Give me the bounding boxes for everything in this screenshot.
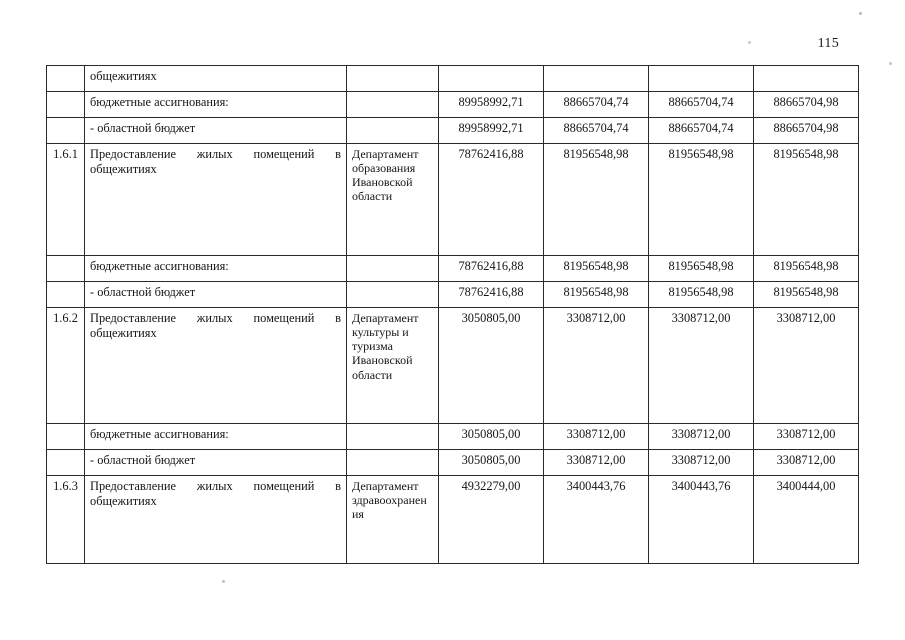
table-row [47, 450, 859, 476]
row-value-4: 3308712,00 [754, 450, 859, 476]
row-number: 1.6.3 [47, 476, 85, 564]
table-row [47, 144, 859, 256]
row-value-1: 78762416,88 [439, 282, 544, 308]
row-value-3: 81956548,98 [649, 282, 754, 308]
scan-speck [859, 12, 862, 15]
row-number [47, 282, 85, 308]
row-number: 1.6.2 [47, 308, 85, 424]
row-department [347, 256, 439, 282]
row-value-1 [439, 66, 544, 92]
row-number [47, 256, 85, 282]
row-name: Предоставление жилых помещений в общежитиях [85, 144, 347, 256]
row-department: Департамент образования Ивановской области [347, 144, 439, 256]
scan-speck [889, 62, 892, 65]
row-department [347, 450, 439, 476]
row-name: - областной бюджет [85, 118, 347, 144]
row-value-1: 89958992,71 [439, 118, 544, 144]
row-name: бюджетные ассигнования: [85, 424, 347, 450]
scan-speck [222, 580, 225, 583]
page-number: 115 [817, 36, 839, 51]
row-value-2: 81956548,98 [544, 282, 649, 308]
row-value-3: 81956548,98 [649, 144, 754, 256]
scan-speck [748, 41, 751, 44]
row-value-4: 88665704,98 [754, 92, 859, 118]
row-name: Предоставление жилых помещений в общежитиях [85, 308, 347, 424]
row-value-4: 88665704,98 [754, 118, 859, 144]
row-value-1: 89958992,71 [439, 92, 544, 118]
row-department [347, 282, 439, 308]
row-value-3: 3400443,76 [649, 476, 754, 564]
row-value-3: 81956548,98 [649, 256, 754, 282]
row-value-1: 4932279,00 [439, 476, 544, 564]
row-value-4: 81956548,98 [754, 144, 859, 256]
row-name: Предоставление жилых помещений в общежитиях [85, 476, 347, 564]
row-department [347, 118, 439, 144]
row-value-3 [649, 66, 754, 92]
row-value-3: 88665704,74 [649, 92, 754, 118]
row-department [347, 92, 439, 118]
table-row [47, 476, 859, 564]
row-number [47, 118, 85, 144]
row-value-4: 81956548,98 [754, 282, 859, 308]
row-value-3: 3308712,00 [649, 450, 754, 476]
row-number [47, 450, 85, 476]
row-value-2: 3308712,00 [544, 308, 649, 424]
row-value-1: 3050805,00 [439, 308, 544, 424]
row-value-1: 3050805,00 [439, 450, 544, 476]
row-number [47, 424, 85, 450]
row-name: общежитиях [85, 66, 347, 92]
row-number [47, 66, 85, 92]
row-value-2: 3308712,00 [544, 450, 649, 476]
row-value-1: 78762416,88 [439, 144, 544, 256]
row-number: 1.6.1 [47, 144, 85, 256]
row-value-1: 3050805,00 [439, 424, 544, 450]
row-value-2: 88665704,74 [544, 92, 649, 118]
row-value-4: 3400444,00 [754, 476, 859, 564]
row-department [347, 424, 439, 450]
row-value-2: 3308712,00 [544, 424, 649, 450]
table-row [47, 66, 859, 92]
row-value-2: 3400443,76 [544, 476, 649, 564]
row-value-2 [544, 66, 649, 92]
budget-table [46, 65, 859, 564]
row-name: - областной бюджет [85, 450, 347, 476]
row-department [347, 66, 439, 92]
table-row [47, 282, 859, 308]
row-name: бюджетные ассигнования: [85, 256, 347, 282]
row-name: - областной бюджет [85, 282, 347, 308]
row-value-1: 78762416,88 [439, 256, 544, 282]
row-value-2: 88665704,74 [544, 118, 649, 144]
row-name: бюджетные ассигнования: [85, 92, 347, 118]
row-department: Департамент здравоохранения [347, 476, 439, 564]
row-value-4: 3308712,00 [754, 308, 859, 424]
table-row [47, 118, 859, 144]
row-number [47, 92, 85, 118]
table-row [47, 92, 859, 118]
row-value-3: 3308712,00 [649, 308, 754, 424]
row-value-2: 81956548,98 [544, 144, 649, 256]
row-value-4: 3308712,00 [754, 424, 859, 450]
row-value-3: 3308712,00 [649, 424, 754, 450]
row-department: Департамент культуры и туризма Ивановской области [347, 308, 439, 424]
table-row [47, 308, 859, 424]
table-row [47, 424, 859, 450]
table-row [47, 256, 859, 282]
row-value-2: 81956548,98 [544, 256, 649, 282]
row-value-4: 81956548,98 [754, 256, 859, 282]
row-value-4 [754, 66, 859, 92]
row-value-3: 88665704,74 [649, 118, 754, 144]
